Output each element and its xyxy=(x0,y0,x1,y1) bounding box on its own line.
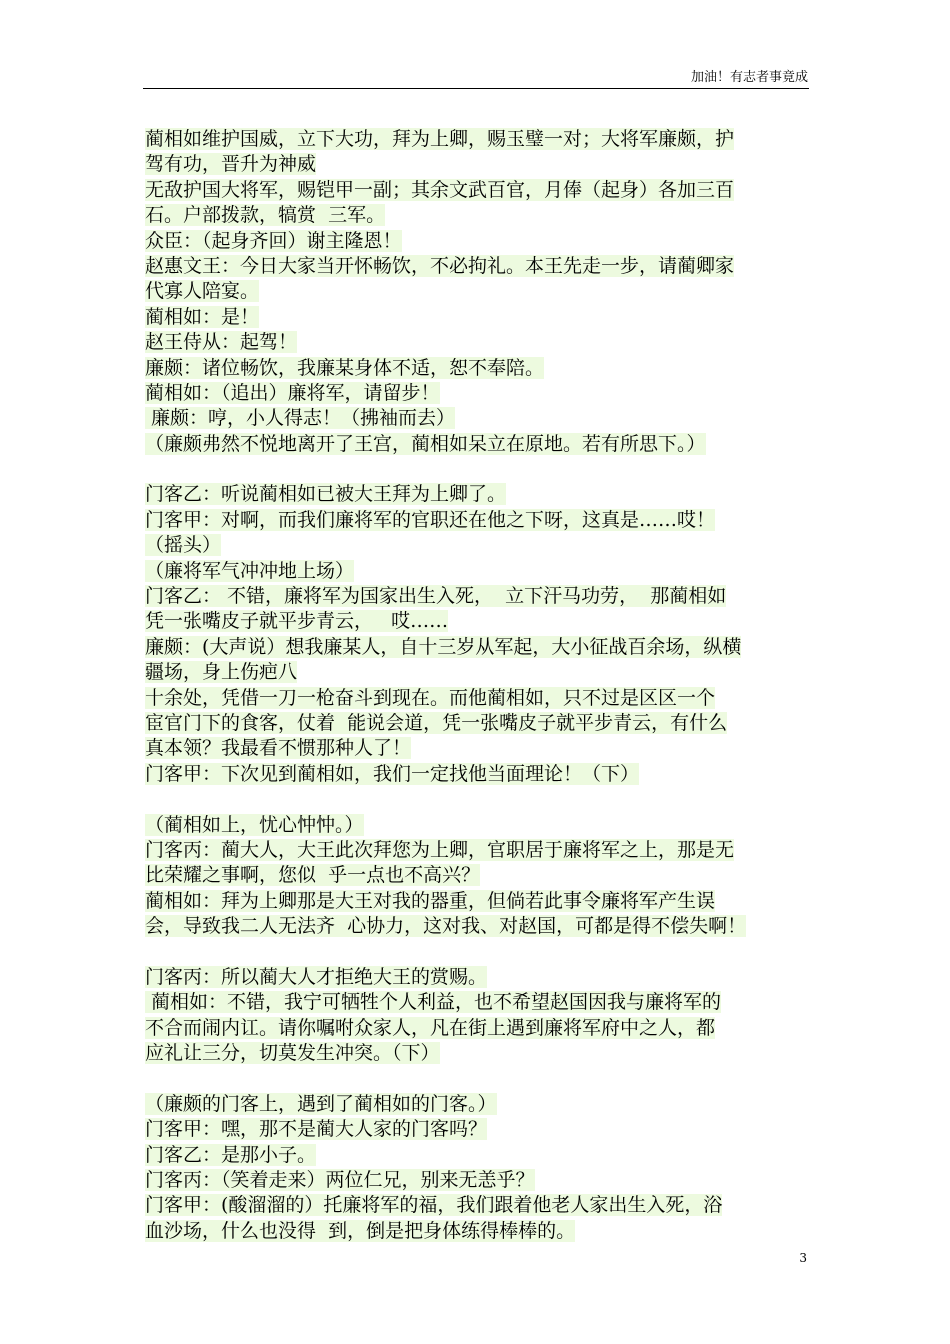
text-line xyxy=(145,1041,807,1066)
highlighted-text: 应礼让三分，切莫发生冲突。（下） xyxy=(145,1042,440,1065)
highlighted-text: 门客丙：蔺大人，大王此次拜您为上卿，官职居于廉将军之上，那是无 xyxy=(145,838,735,861)
highlighted-text: 赵王侍从：起驾！ xyxy=(145,331,298,354)
text-line xyxy=(145,584,807,609)
highlighted-text: 不合而闹内讧。请你嘱咐众家人，凡在街上遇到廉将军府中之人，都 xyxy=(145,1016,716,1039)
text-line xyxy=(145,406,807,431)
text-line xyxy=(145,889,807,914)
page-number: 3 xyxy=(799,1251,807,1265)
text-line xyxy=(145,736,807,761)
highlighted-text: （廉颇弗然不悦地离开了王宫，蔺相如呆立在原地。若有所思下。） xyxy=(145,432,706,455)
highlighted-text: （摇头） xyxy=(145,534,222,557)
text-line xyxy=(145,152,807,177)
highlighted-text: 门客甲：嘿，那不是蔺大人家的门客吗？ xyxy=(145,1118,488,1141)
text-line xyxy=(145,863,807,888)
highlighted-text: 蔺相如：不错，我宁可牺牲个人利益，也不希望赵国因我与廉将军的 xyxy=(145,991,722,1014)
highlighted-text: 十余处，凭借一刀一枪奋斗到现在。而他蔺相如，只不过是区区一个 xyxy=(145,686,716,709)
highlighted-text: 门客丙：所以蔺大人才拒绝大王的赏赐。 xyxy=(145,965,488,988)
text-line xyxy=(145,762,807,787)
highlighted-text: 廉颇：诸位畅饮，我廉某身体不适，恕不奉陪。 xyxy=(145,356,545,379)
document-body xyxy=(145,127,807,1244)
text-line xyxy=(145,940,807,965)
highlighted-text: （蔺相如上，忧心忡忡。） xyxy=(145,813,364,836)
text-line xyxy=(145,559,807,584)
text-line xyxy=(145,1219,807,1244)
text-line xyxy=(145,457,807,482)
highlighted-text: 廉颇：哼，小人得志！（拂袖而去） xyxy=(145,407,456,430)
text-line xyxy=(145,432,807,457)
text-line xyxy=(145,381,807,406)
text-line xyxy=(145,635,807,660)
text-line xyxy=(145,279,807,304)
text-line xyxy=(145,838,807,863)
highlighted-text: 真本领？我最看不惯那种人了！ xyxy=(145,737,412,760)
highlighted-text: 宦官门下的食客，仗着 能说会道，凭一张嘴皮子就平步青云，有什么 xyxy=(145,711,728,734)
text-line xyxy=(145,508,807,533)
text-line xyxy=(145,813,807,838)
highlighted-text: 凭一张嘴皮子就平步青云， 哎…… xyxy=(145,610,449,633)
header-divider xyxy=(143,88,809,89)
text-line xyxy=(145,1092,807,1117)
text-line xyxy=(145,990,807,1015)
header-motto: 加油！有志者事竟成 xyxy=(690,70,808,85)
highlighted-text: 无敌护国大将军，赐铠甲一副；其余文武百官，月俸（起身）各加三百 xyxy=(145,178,735,201)
highlighted-text: 门客甲：(酸溜溜的）托廉将军的福，我们跟着他老人家出生入死，浴 xyxy=(145,1194,723,1217)
text-line xyxy=(145,686,807,711)
text-line xyxy=(145,1193,807,1218)
highlighted-text: 蔺相如维护国威，立下大功，拜为上卿，赐玉璧一对；大将军廉颇，护 xyxy=(145,128,735,150)
text-line xyxy=(145,482,807,507)
highlighted-text: 驾有功，晋升为神威 xyxy=(145,153,317,176)
text-line xyxy=(145,787,807,812)
text-line xyxy=(145,711,807,736)
text-line xyxy=(145,178,807,203)
highlighted-text: 疆场，身上伤疤八 xyxy=(145,661,298,684)
text-line xyxy=(145,914,807,939)
highlighted-text: 门客丙：（笑着走来）两位仁兄，别来无恙乎？ xyxy=(145,1169,535,1192)
text-line xyxy=(145,127,807,152)
highlighted-text: 会，导致我二人无法齐 心协力，这对我、对赵国，可都是得不偿失啊！ xyxy=(145,915,747,938)
highlighted-text: 门客乙： 不错，廉将军为国家出生入死， 立下汗马功劳， 那蔺相如 xyxy=(145,585,727,608)
highlighted-text: （廉颇的门客上，遇到了蔺相如的门客。） xyxy=(145,1092,497,1115)
highlighted-text: 代寡人陪宴。 xyxy=(145,280,260,303)
highlighted-text: 石。户部拨款，犒赏 三军。 xyxy=(145,204,386,227)
text-line xyxy=(145,1168,807,1193)
text-line xyxy=(145,609,807,634)
highlighted-text: 门客甲：对啊，而我们廉将军的官职还在他之下呀，这真是……哎！ xyxy=(145,508,716,531)
text-line xyxy=(145,965,807,990)
text-line xyxy=(145,330,807,355)
text-line xyxy=(145,356,807,381)
highlighted-text: 廉颇：(大声说）想我廉某人，自十三岁从军起，大小征战百余场，纵横 xyxy=(145,635,742,658)
highlighted-text: 赵惠文王：今日大家当开怀畅饮，不必拘礼。本王先走一步，请蔺卿家 xyxy=(145,254,735,277)
highlighted-text: 蔺相如：拜为上卿那是大王对我的器重，但倘若此事令廉将军产生误 xyxy=(145,889,716,912)
highlighted-text: （廉将军气冲冲地上场） xyxy=(145,559,355,582)
text-line xyxy=(145,254,807,279)
text-line xyxy=(145,229,807,254)
text-line xyxy=(145,1066,807,1091)
highlighted-text: 蔺相如：是！ xyxy=(145,305,260,328)
highlighted-text: 门客甲：下次见到蔺相如，我们一定找他当面理论！（下） xyxy=(145,762,640,785)
text-line xyxy=(145,203,807,228)
highlighted-text: 众臣：（起身齐回）谢主隆恩！ xyxy=(145,229,402,252)
highlighted-text: 血沙场，什么也没得 到，倒是把身体练得棒棒的。 xyxy=(145,1219,576,1242)
text-line xyxy=(145,1016,807,1041)
text-line xyxy=(145,533,807,558)
highlighted-text: 蔺相如：（追出）廉将军，请留步！ xyxy=(145,381,440,404)
text-line xyxy=(145,1117,807,1142)
text-line xyxy=(145,660,807,685)
highlighted-text: 比荣耀之事啊，您似 乎一点也不高兴？ xyxy=(145,864,481,887)
highlighted-text: 门客乙：是那小子。 xyxy=(145,1143,317,1166)
text-line xyxy=(145,1143,807,1168)
text-line xyxy=(145,305,807,330)
highlighted-text: 门客乙：听说蔺相如已被大王拜为上卿了。 xyxy=(145,483,507,506)
